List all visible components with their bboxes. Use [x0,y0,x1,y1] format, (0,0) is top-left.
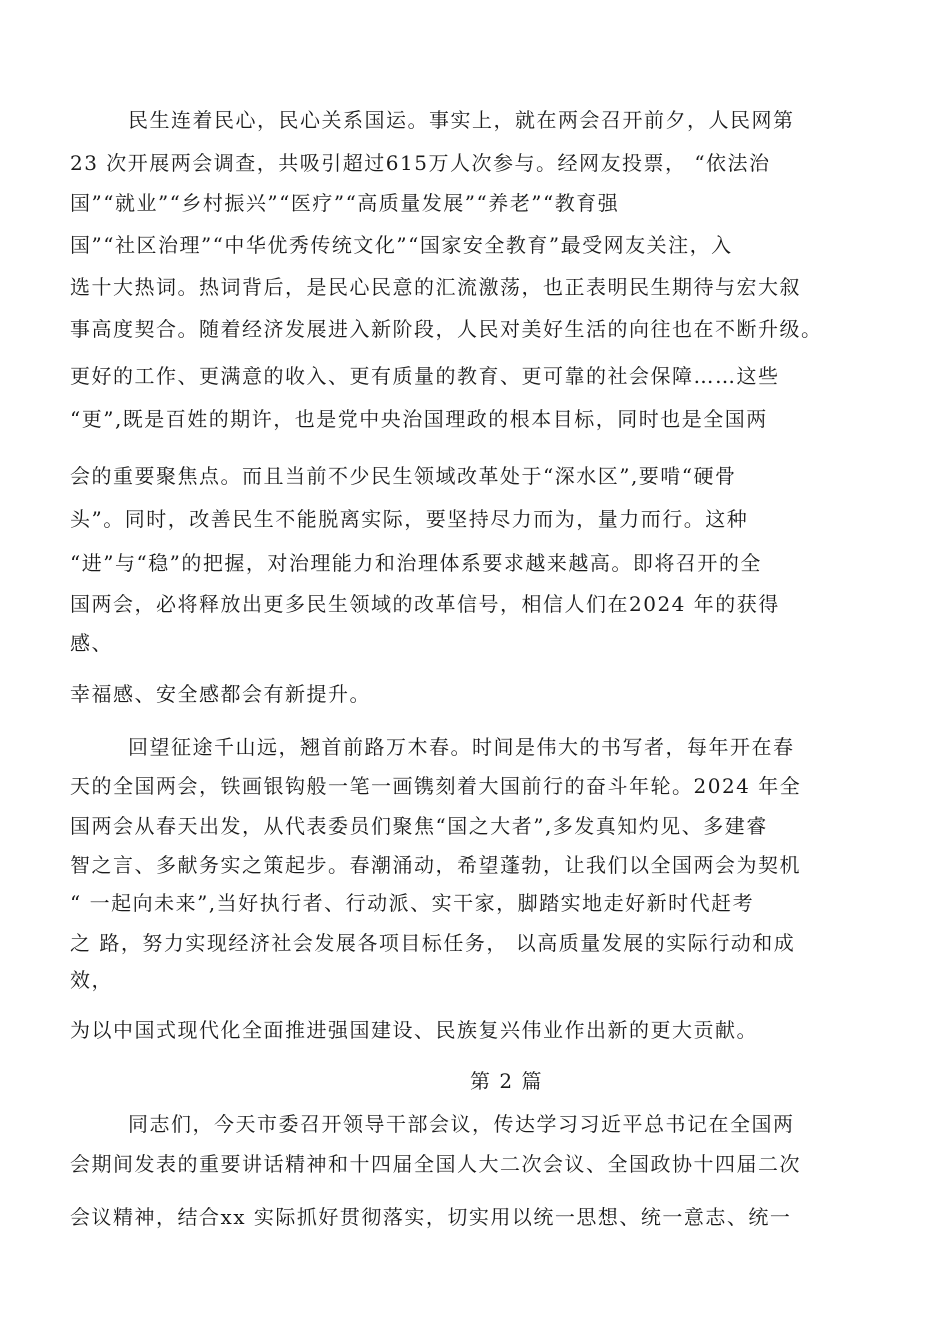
text-line: 感、 [70,631,113,655]
text-line: 会的重要聚焦点。而且当前不少民生领域改革处于“深水区”,要啃“硬骨 [70,464,737,488]
text-line: 更好的工作、更满意的收入、更有质量的教育、更可靠的社会保障……这些 [70,364,780,388]
text-line: “进”与“稳”的把握，对治理能力和治理体系要求越来越高。即将召开的全 [70,551,762,575]
text-line: “更”,既是百姓的期许，也是党中央治国理政的根本目标，同时也是全国两 [70,407,768,431]
text-line: 回望征途千山远，翘首前路万木春。时间是伟大的书写者，每年开在春 [128,735,795,759]
text-line: 天的全国两会，铁画银钩般一笔一画镌刻着大国前行的奋斗年轮。2024 年全 [70,774,802,798]
text-line: 选十大热词。热词背后，是民心民意的汇流激荡，也正表明民生期待与宏大叙 [70,275,801,299]
text-line: 智之言、多献务实之策起步。春潮涌动，希望蓬勃，让我们以全国两会为契机 [70,853,801,877]
text-line: 事高度契合。随着经济发展进入新阶段，人民对美好生活的向往也在不断升级。 [70,317,823,341]
text-line: 效， [70,968,113,992]
text-line: 国两会，必将释放出更多民生领域的改革信号，相信人们在2024 年的获得 [70,592,780,616]
text-line: 民生连着民心，民心关系国运。事实上，就在两会召开前夕，人民网第 [128,108,795,132]
text-line: 23 次开展两会调查，共吸引超过615万人次参与。经网友投票， “依法治 [70,151,771,175]
text-line: 幸福感、安全感都会有新提升。 [70,682,371,706]
text-line: 会议精神，结合xx 实际抓好贯彻落实，切实用以统一思想、统一意志、统一 [70,1205,792,1229]
text-line: 国”“社区治理”“中华优秀传统文化”“国家安全教育”最受网友关注，入 [70,233,733,257]
text-line: 为以中国式现代化全面推进强国建设、民族复兴伟业作出新的更大贡献。 [70,1018,758,1042]
text-line: “ 一起向未来”,当好执行者、行动派、实干家，脚踏实地走好新时代赶考 [70,891,755,915]
text-line: 头”。同时，改善民生不能脱离实际，要坚持尽力而为，量力而行。这种 [70,507,749,531]
text-line: 会期间发表的重要讲话精神和十四届全国人大二次会议、全国政协十四届二次 [70,1152,801,1176]
section-heading: 第 2 篇 [470,1069,543,1093]
text-line: 之 路，努力实现经济社会发展各项目标任务， 以高质量发展的实际行动和成 [70,931,796,955]
text-line: 国”“就业”“乡村振兴”“医疗”“高质量发展”“养老”“教育强 [70,191,620,215]
text-line: 同志们，今天市委召开领导干部会议，传达学习习近平总书记在全国两 [128,1112,795,1136]
text-line: 国两会从春天出发，从代表委员们聚焦“国之大者”,多发真知灼见、多建睿 [70,814,768,838]
